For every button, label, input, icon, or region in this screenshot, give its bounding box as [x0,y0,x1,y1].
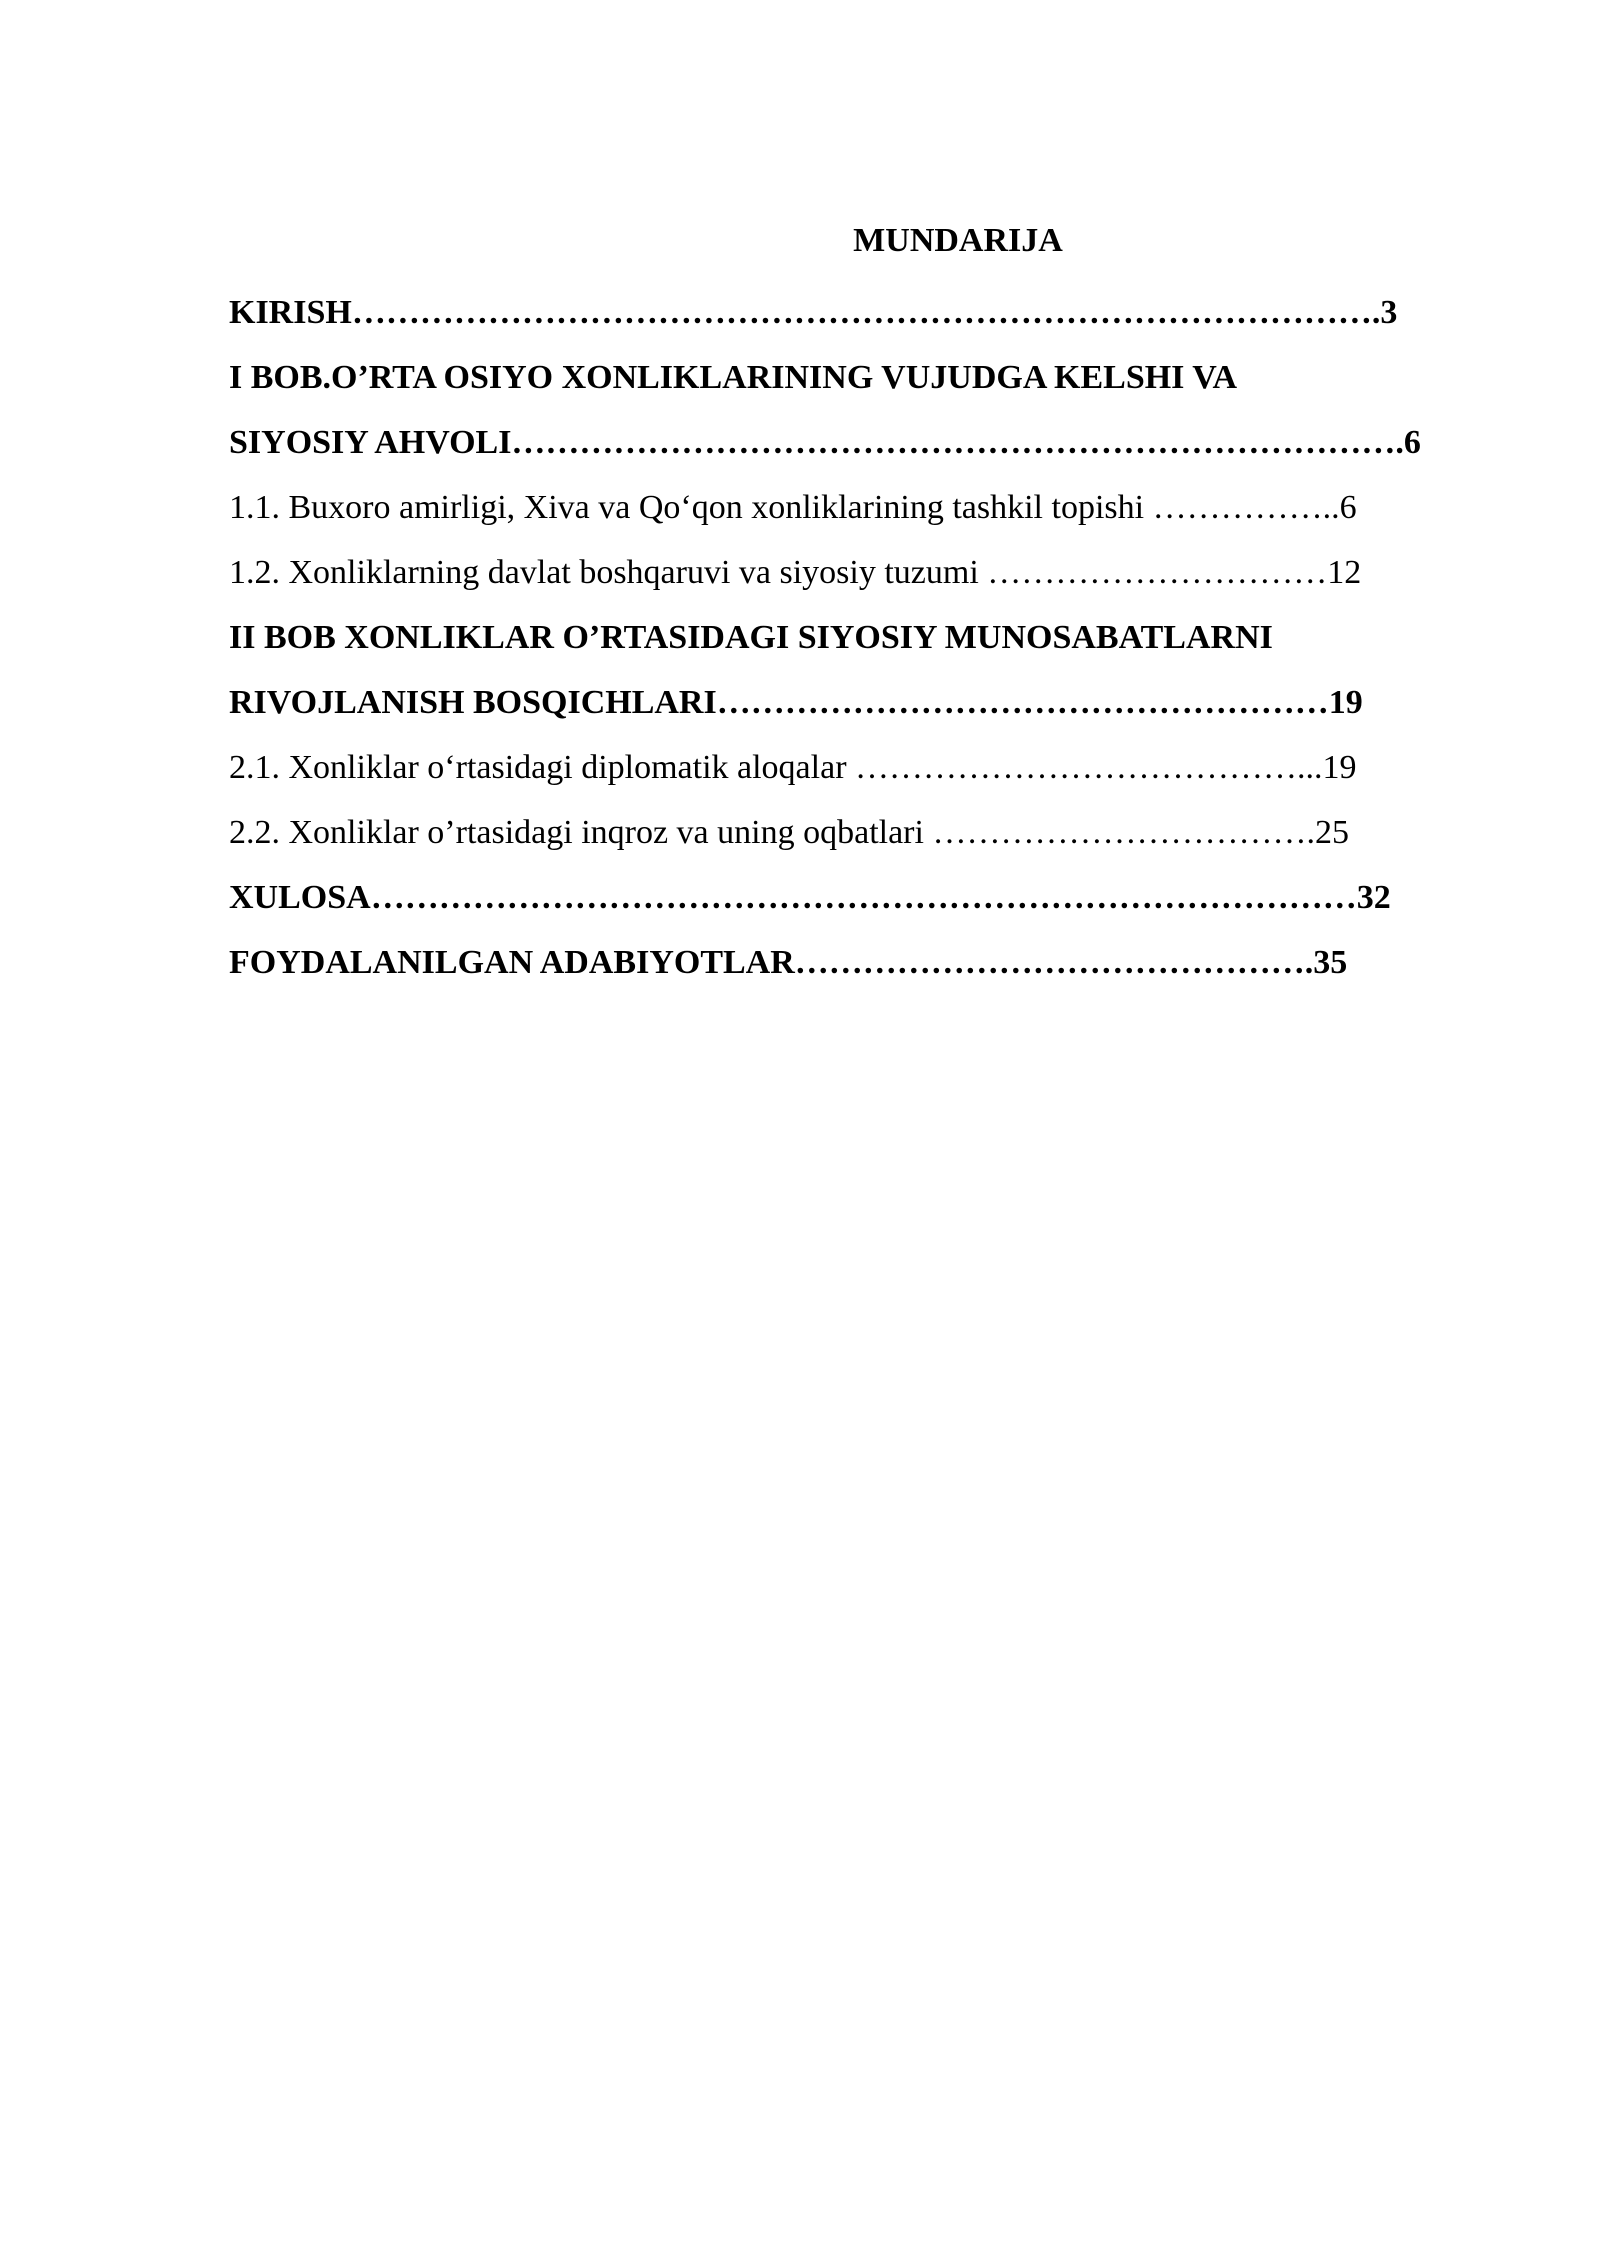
toc-entry-xulosa: XULOSA……………………………………………………………………………32 [229,879,1391,916]
toc-entry-section-1-2: 1.2. Xonliklarning davlat boshqaruvi va siyosiy tuzumi …………………………12 [229,554,1362,591]
toc-entry-chapter-1-line-2: SIYOSIY AHVOLI…………………………………………………………………….6 [229,424,1421,461]
table-of-contents [229,215,1489,995]
toc-entry-kirish: KIRISH……………………………………………………………………………….3 [229,294,1398,331]
toc-title: MUNDARIJA [853,222,1063,259]
toc-entry-chapter-1-line-1: I BOB.O’RTA OSIYO XONLIKLARINING VUJUDGA KELSHI VA [229,359,1238,396]
toc-entry-chapter-2-line-1: II BOB XONLIKLAR O’RTASIDAGI SIYOSIY MUNOSABATLARNI [229,619,1273,656]
toc-entry-section-1-1: 1.1. Buxoro amirligi, Xiva va Qo‘qon xonliklarining tashkil topishi ……………..6 [229,489,1357,526]
toc-entry-chapter-2-line-2: RIVOJLANISH BOSQICHLARI………………………………………………19 [229,684,1363,721]
toc-entry-section-2-2: 2.2. Xonliklar o’rtasidagi inqroz va uning oqbatlari …………………………….25 [229,814,1349,851]
toc-entry-section-2-1: 2.1. Xonliklar o‘rtasidagi diplomatik aloqalar …………………………………...19 [229,749,1357,786]
toc-entry-adabiyotlar: FOYDALANILGAN ADABIYOTLAR……………………………………….35 [229,944,1348,981]
